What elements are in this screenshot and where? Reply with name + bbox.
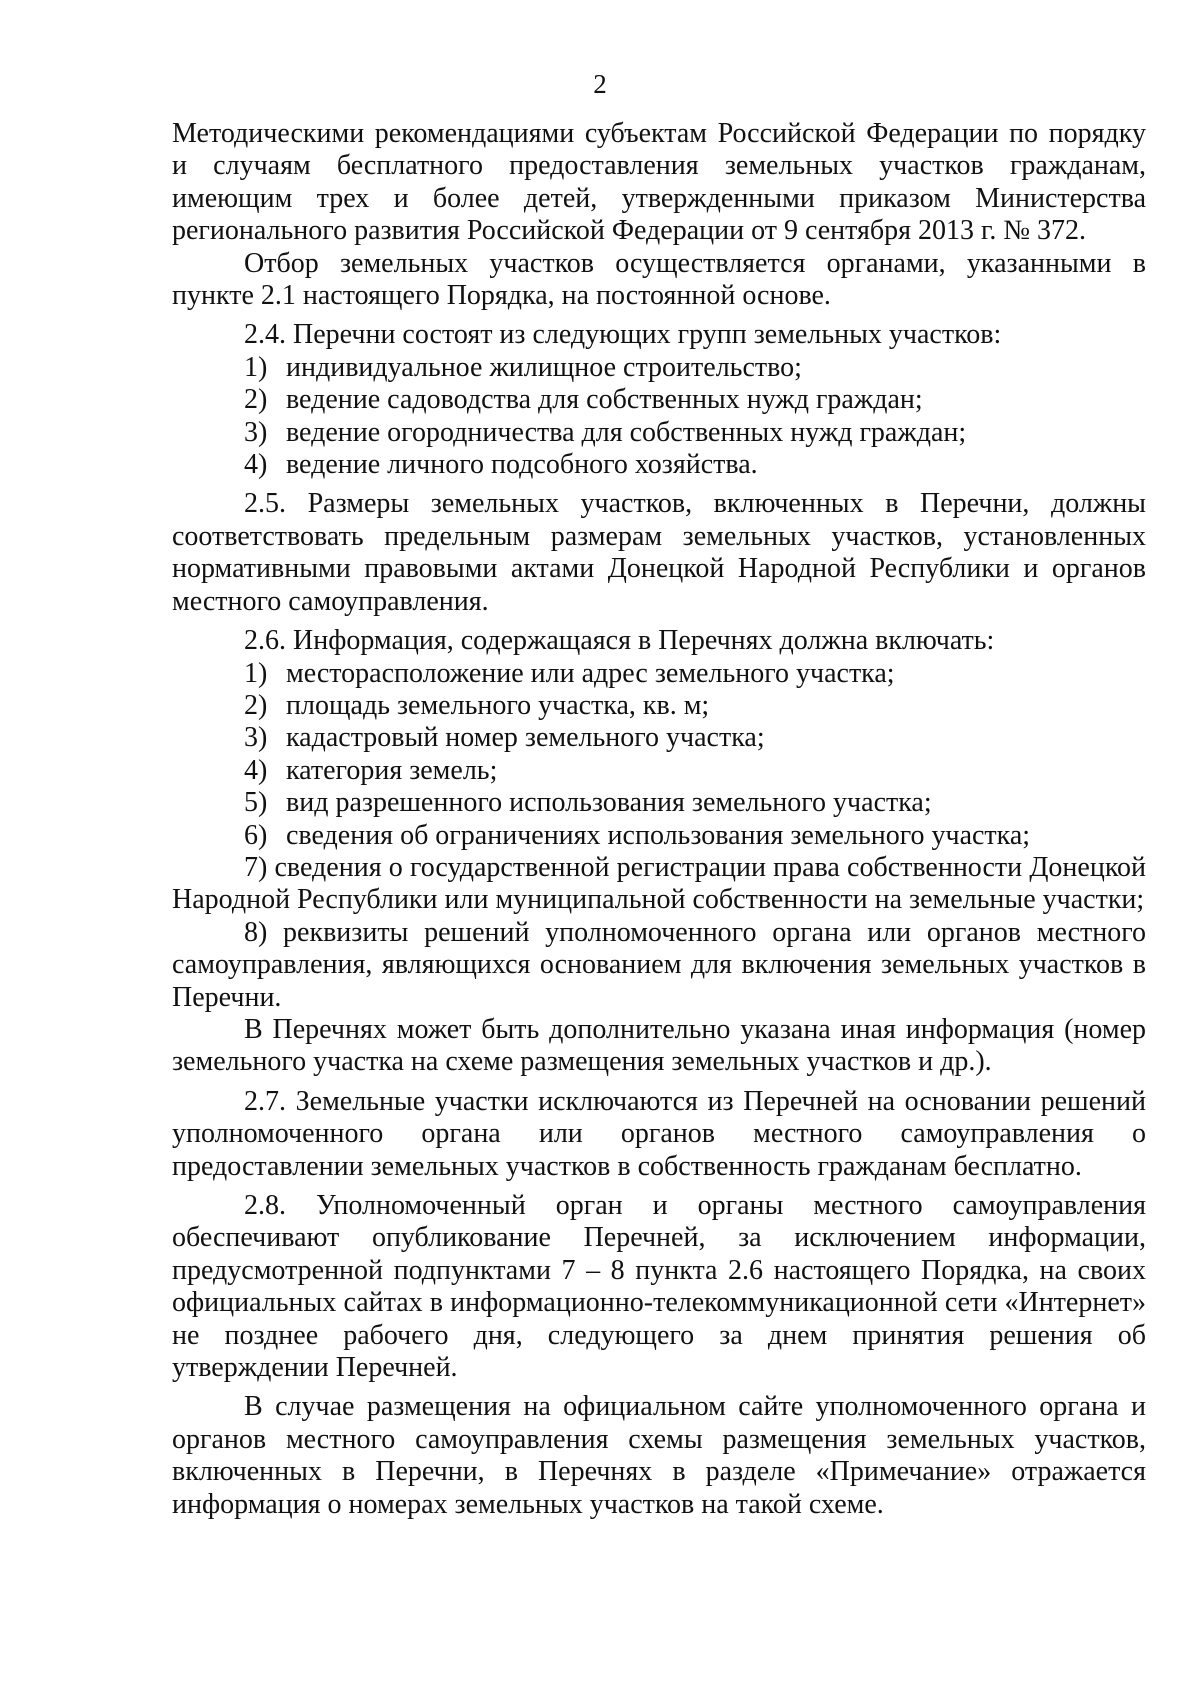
paragraph-selection: Отбор земельных участков осуществляется органами, указанными в пункте 2.1 настоящего Порядка, на постоянной основе. xyxy=(172,247,1146,312)
clause-2-4: 2.4. Перечни состоят из следующих групп земельных участков: xyxy=(244,319,1002,351)
list-item-text: ведение огородничества для собственных нужд граждан; xyxy=(286,416,967,448)
clause-2-5: 2.5. Размеры земельных участков, включенных в Перечни, должны соответствовать предельным размерам земельных участков, установленных нормативными правовыми актами Донецкой Народной Республики и органов местного самоуправления. xyxy=(172,488,1146,617)
paragraph-additional-info: В Перечнях может быть дополнительно указана иная информация (номер земельного участка на схеме размещения земельных участков и др.). xyxy=(172,1013,1146,1078)
list-item-number: 4) xyxy=(244,449,268,481)
list-item-number: 1) xyxy=(244,351,268,383)
clause-2-6: 2.6. Информация, содержащаяся в Перечнях должна включать: xyxy=(244,625,995,657)
list-item-8: 8) реквизиты решений уполномоченного органа или органов местного самоуправления, являющихся основанием для включения земельных участков в Перечни. xyxy=(172,916,1146,1013)
list-item-text: сведения об ограничениях использования земельного участка; xyxy=(286,819,1031,851)
list-item xyxy=(172,722,1146,754)
list-item xyxy=(172,690,1146,722)
list-item-text: площадь земельного участка, кв. м; xyxy=(286,689,710,721)
paragraph-intro: Методическими рекомендациями субъектам Российской Федерации по порядку и случаям бесплатного предоставления земельных участков гражданам, имеющим трех и более детей, утвержденными приказом Министерства регионального развития Российской Федерации от 9 сентября 2013 г. № 372. xyxy=(172,118,1146,247)
list-item xyxy=(172,755,1146,787)
list-item-number: 2) xyxy=(244,689,268,721)
list-item xyxy=(172,352,1146,384)
list-item-number: 4) xyxy=(244,754,268,786)
list-item-text: кадастровый номер земельного участка; xyxy=(286,722,765,754)
clause-2-8: 2.8. Уполномоченный орган и органы местного самоуправления обеспечивают опубликование Перечней, за исключением информации, предусмотренной подпунктами 7 – 8 пункта 2.6 настоящего Порядка, на своих официальных сайтах в информационно-телекоммуникационной сети «Интернет» не позднее рабочего дня, следующего за днем принятия решения об утверждении Перечней. xyxy=(172,1190,1146,1384)
list-item-number: 6) xyxy=(244,819,268,851)
list-item-number: 3) xyxy=(244,722,268,754)
list-item-number: 1) xyxy=(244,657,268,689)
list-item-text: ведение садоводства для собственных нужд граждан; xyxy=(286,384,923,416)
list-item-text: категория земель; xyxy=(286,754,498,786)
document-body xyxy=(172,118,1146,1521)
clause-2-7: 2.7. Земельные участки исключаются из Перечней на основании решений уполномоченного органа или органов местного самоуправления о предоставлении земельных участков в собственность гражданам бесплатно. xyxy=(172,1085,1146,1182)
list-item xyxy=(172,787,1146,819)
list-item xyxy=(172,820,1146,852)
paragraph-scheme-note: В случае размещения на официальном сайте уполномоченного органа и органов местного самоуправления схемы размещения земельных участков, включенных в Перечни, в Перечнях в разделе «Примечание» отражается информация о номерах земельных участков на такой схеме. xyxy=(172,1391,1146,1520)
list-item xyxy=(172,449,1146,481)
list-item-number: 5) xyxy=(244,787,268,819)
list-item-text: вид разрешенного использования земельного участка; xyxy=(286,787,932,819)
list-item xyxy=(172,417,1146,449)
list-item-7: 7) сведения о государственной регистрации права собственности Донецкой Народной Республики или муниципальной собственности на земельные участки; xyxy=(172,851,1146,916)
list-item-text: индивидуальное жилищное строительство; xyxy=(286,351,802,383)
list-item xyxy=(172,658,1146,690)
list-item xyxy=(172,384,1146,416)
list-item-number: 3) xyxy=(244,416,268,448)
list-item-number: 2) xyxy=(244,384,268,416)
page-number: 2 xyxy=(593,69,607,99)
list-item-text: месторасположение или адрес земельного участка; xyxy=(286,657,895,689)
list-item-text: ведение личного подсобного хозяйства. xyxy=(286,449,758,481)
